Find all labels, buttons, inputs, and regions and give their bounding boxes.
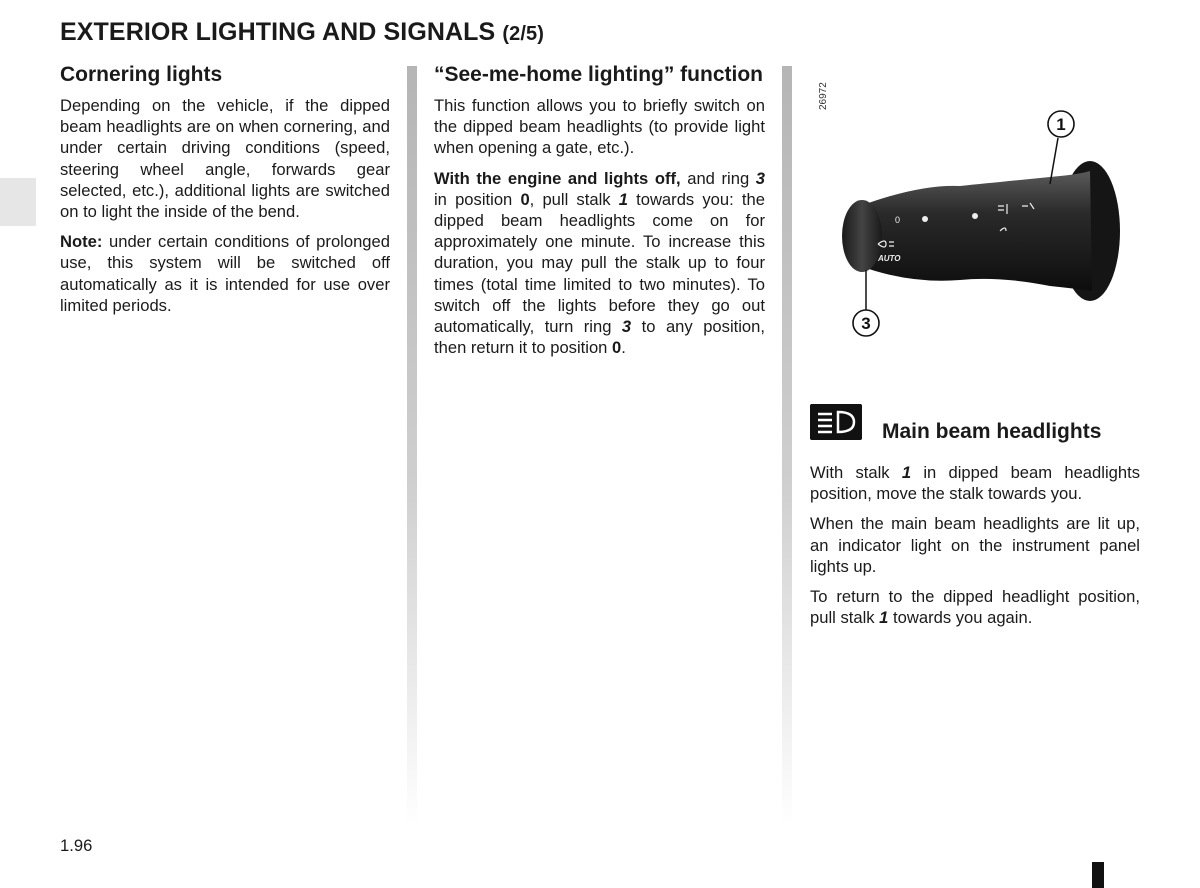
page-edge-marker [1092, 862, 1104, 888]
text-run: . [621, 338, 626, 358]
cornering-note [60, 231, 390, 316]
stalk-tip-ring [842, 200, 882, 272]
stalk-ref: 1 [618, 189, 628, 209]
page-number: 1.96 [60, 836, 93, 855]
note-label: Note: [60, 232, 103, 252]
chapter-tab [0, 178, 36, 226]
column-divider-left [407, 66, 417, 826]
text-run: To return to the dipped headlight position, pull stalk [810, 587, 1140, 628]
stalk-label-auto: AUTO [878, 254, 901, 263]
see-me-home-instructions [434, 168, 765, 359]
position-ref: 0 [612, 338, 622, 358]
text-run: towards you: the dipped beam headlights come on for approximately one minute. To increase this duration, you may pull the stalk up to four times (total time limited to two minutes). To switch off the lights before they go out automatically, turn ring [434, 189, 765, 337]
position-ref: 0 [520, 189, 530, 209]
main-beam-p3 [810, 586, 1140, 628]
cornering-lights-section [60, 62, 390, 325]
main-beam-p1 [810, 462, 1140, 504]
stalk-ref: 1 [901, 463, 912, 482]
see-me-home-intro: This function allows you to briefly switch on the dipped beam headlights (to provide light when opening a gate, etc.). [434, 96, 765, 158]
callout-1-label: 1 [1056, 115, 1066, 134]
cornering-paragraph: Depending on the vehicle, if the dipped beam headlights are on when cornering, and under certain driving conditions (speed, steering wheel angle, forwards gear selected, etc.), additional lights are switched on to light the inside of the bend. [60, 96, 390, 222]
see-me-home-section [434, 62, 765, 367]
ring-ref: 3 [755, 168, 765, 188]
text-run: in dipped beam headlights position, move the stalk towards you. [810, 463, 1140, 504]
main-beam-p2: When the main beam headlights are lit up, an indicator light on the instrument panel lights up. [810, 514, 1140, 576]
see-me-home-heading: “See-me-home lighting” function [434, 63, 763, 86]
stalk-body [860, 171, 1092, 291]
ring-ref: 3 [621, 317, 632, 337]
text-run: , pull stalk [529, 189, 619, 209]
text-run: in position [434, 189, 521, 209]
figure-reference: 26972 [818, 82, 829, 110]
note-text: under certain conditions of prolonged use, this system will be switched off automatically as it is intended for use over limited periods. [60, 232, 390, 315]
position-dot [972, 213, 978, 219]
column-divider-right [782, 66, 792, 826]
title-text: EXTERIOR LIGHTING AND SIGNALS [60, 18, 496, 46]
stalk-ref: 1 [879, 608, 889, 628]
title-subtitle: (2/5) [502, 23, 544, 45]
cornering-heading: Cornering lights [60, 63, 223, 86]
text-run: and ring [680, 168, 756, 188]
main-beam-section [810, 414, 1140, 637]
page-title [60, 18, 544, 47]
stalk-label-zero: 0 [895, 215, 901, 225]
text-run: to any position, then return it to position [434, 317, 765, 358]
text-run: With stalk [810, 463, 902, 482]
main-beam-heading: Main beam headlights [882, 420, 1102, 443]
text-run: towards you again. [888, 608, 1033, 628]
lighting-stalk-illustration [800, 66, 1140, 386]
callout-3-label: 3 [861, 314, 871, 333]
position-dot [922, 216, 928, 222]
engine-off-label: With the engine and lights off, [434, 168, 681, 188]
